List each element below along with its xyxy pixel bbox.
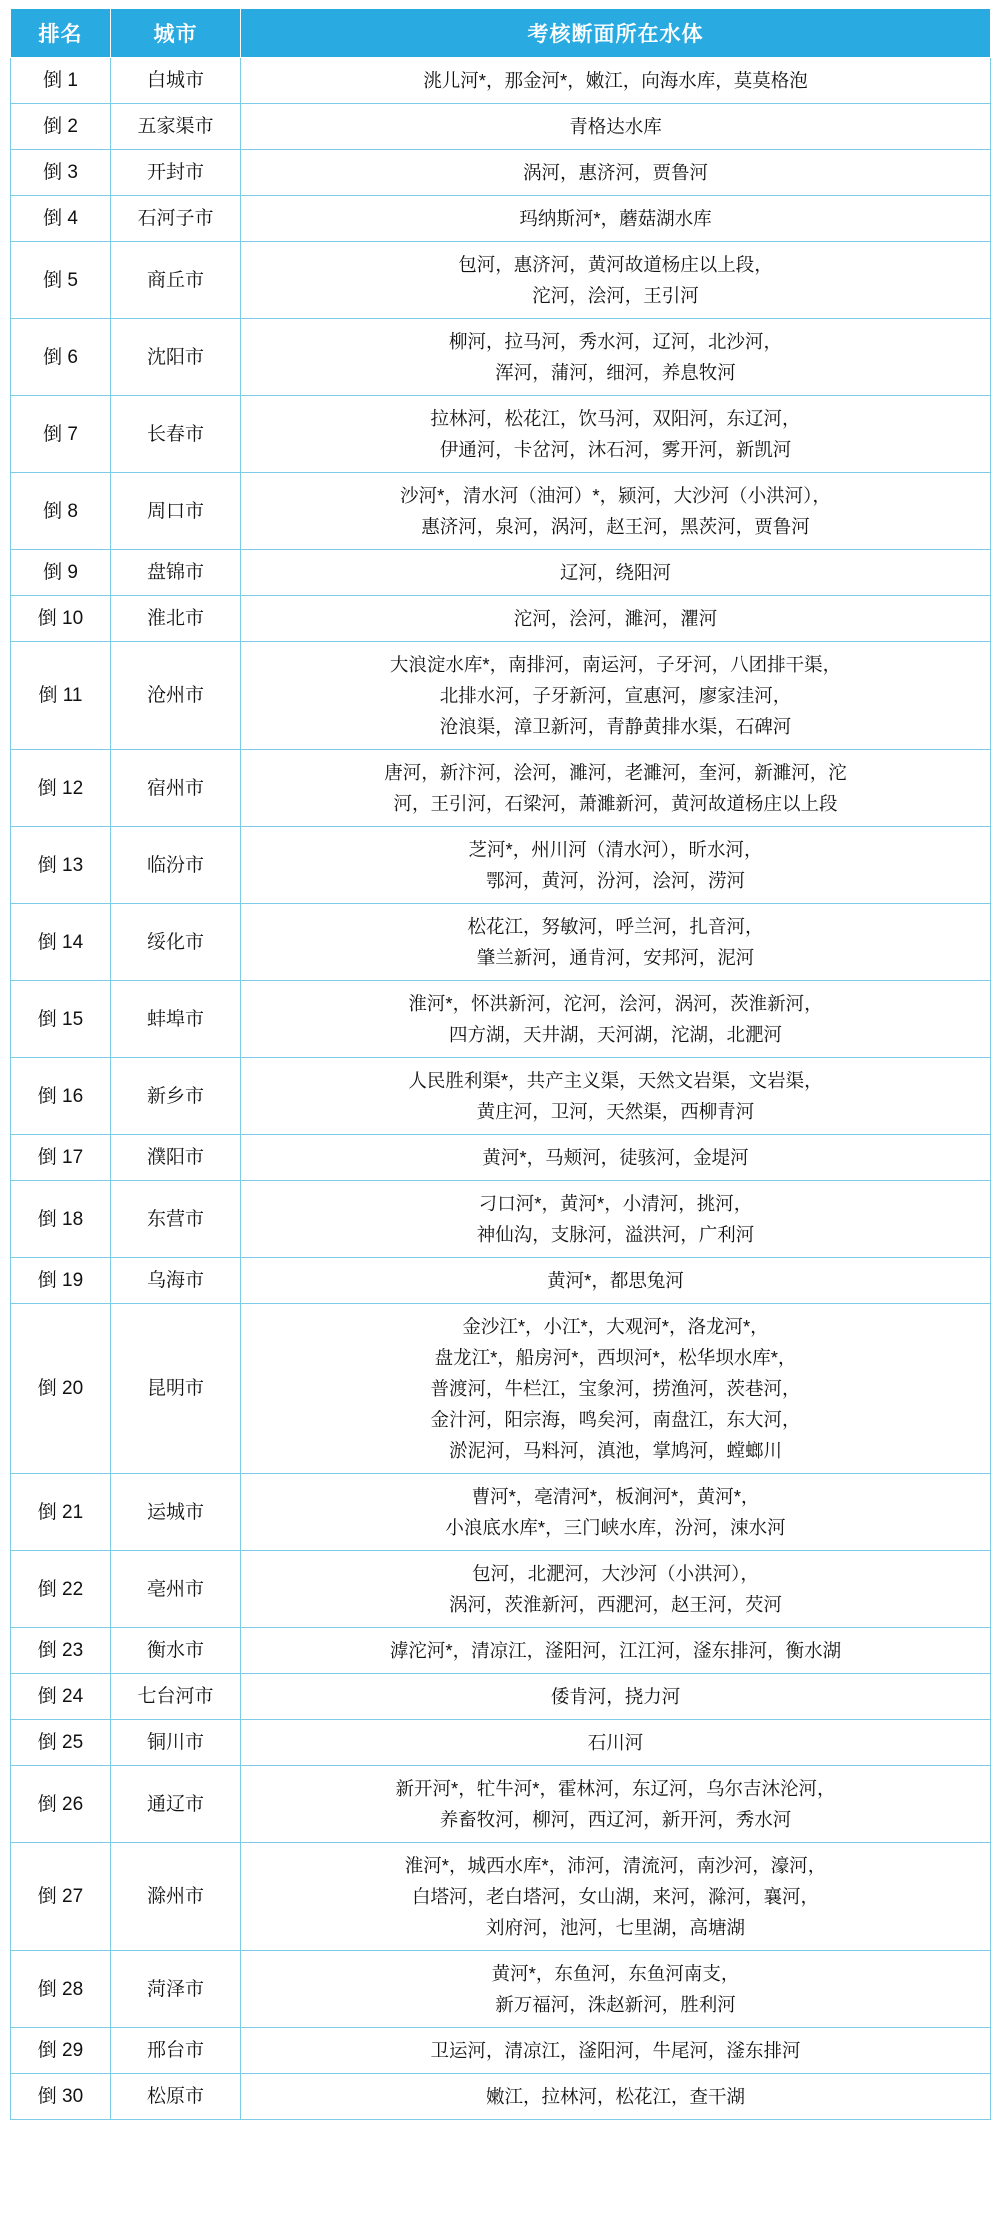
water-body-line: 黄河*，马颊河，徒骇河，金堤河 [482, 1147, 749, 1168]
cell-rank: 倒 12 [11, 750, 111, 827]
cell-water-body [241, 1258, 991, 1304]
cell-rank: 倒 22 [11, 1551, 111, 1628]
table-row [11, 596, 991, 642]
table-row [11, 1058, 991, 1135]
water-body-line: 倭肯河，挠力河 [550, 1686, 681, 1707]
water-body-line: 包河，惠济河，黄河故道杨庄以上段， [458, 254, 773, 275]
table-row [11, 827, 991, 904]
cell-rank: 倒 1 [11, 58, 111, 104]
cell-rank: 倒 17 [11, 1135, 111, 1181]
cell-rank: 倒 4 [11, 196, 111, 242]
column-header-city: 城市 [111, 9, 241, 58]
cell-water-body [241, 1720, 991, 1766]
cell-rank: 倒 23 [11, 1628, 111, 1674]
cell-water-body [241, 1474, 991, 1551]
water-body-line: 普渡河，牛栏江，宝象河，捞渔河，茨巷河， [430, 1378, 801, 1399]
cell-rank: 倒 3 [11, 150, 111, 196]
cell-rank: 倒 26 [11, 1766, 111, 1843]
cell-rank: 倒 7 [11, 396, 111, 473]
cell-city: 长春市 [111, 396, 241, 473]
water-body-line: 新万福河，洙赵新河，胜利河 [495, 1994, 736, 2015]
cell-water-body [241, 196, 991, 242]
cell-water-body [241, 104, 991, 150]
table-row [11, 1181, 991, 1258]
table-row [11, 642, 991, 750]
cell-water-body [241, 1674, 991, 1720]
table-row [11, 1720, 991, 1766]
water-body-line: 河，王引河，石梁河，萧濉新河，黄河故道杨庄以上段 [393, 793, 838, 814]
cell-rank: 倒 8 [11, 473, 111, 550]
water-body-line: 黄庄河，卫河，天然渠，西柳青河 [476, 1101, 755, 1122]
water-body-line: 玛纳斯河*，蘑菇湖水库 [519, 208, 712, 229]
table-row [11, 981, 991, 1058]
water-body-line: 四方湖，天井湖，天河湖，沱湖，北淝河 [448, 1024, 782, 1045]
table-row [11, 1135, 991, 1181]
cell-water-body [241, 1628, 991, 1674]
water-body-line: 金汁河，阳宗海，鸣矣河，南盘江，东大河， [430, 1409, 801, 1430]
water-body-line: 芝河*，州川河（清水河），昕水河， [468, 839, 763, 860]
cell-water-body [241, 396, 991, 473]
cell-city: 商丘市 [111, 242, 241, 319]
cell-city: 衡水市 [111, 1628, 241, 1674]
water-body-line: 沧浪渠，漳卫新河，青静黄排水渠，石碑河 [439, 716, 792, 737]
cell-city: 松原市 [111, 2074, 241, 2120]
water-body-line: 鄂河，黄河，汾河，浍河，涝河 [485, 870, 745, 891]
cell-rank: 倒 11 [11, 642, 111, 750]
cell-city: 通辽市 [111, 1766, 241, 1843]
water-body-line: 涡河，茨淮新河，西淝河，赵王河，芡河 [448, 1594, 782, 1615]
water-body-line: 曹河*，亳清河*，板涧河*，黄河*， [471, 1486, 760, 1507]
cell-water-body [241, 319, 991, 396]
cell-rank: 倒 25 [11, 1720, 111, 1766]
cell-rank: 倒 2 [11, 104, 111, 150]
water-body-line: 白塔河，老白塔河，女山湖，来河，滁河，襄河， [411, 1886, 819, 1907]
water-body-line: 洮儿河*，那金河*，嫩江，向海水库，莫莫格泡 [423, 70, 808, 91]
cell-water-body [241, 827, 991, 904]
cell-city: 邢台市 [111, 2028, 241, 2074]
cell-rank: 倒 19 [11, 1258, 111, 1304]
water-body-line: 养畜牧河，柳河，西辽河，新开河，秀水河 [439, 1809, 792, 1830]
table-row [11, 1474, 991, 1551]
water-body-line: 拉林河，松花江，饮马河，双阳河，东辽河， [430, 408, 801, 429]
water-body-line: 涡河，惠济河，贾鲁河 [522, 162, 708, 183]
cell-water-body [241, 1766, 991, 1843]
column-header-water-body: 考核断面所在水体 [241, 9, 991, 58]
cell-rank: 倒 15 [11, 981, 111, 1058]
water-body-line: 滹沱河*，清凉江，滏阳河，江江河，滏东排河，衡水湖 [389, 1640, 842, 1661]
cell-water-body [241, 642, 991, 750]
cell-water-body [241, 58, 991, 104]
table-row [11, 1551, 991, 1628]
cell-city: 周口市 [111, 473, 241, 550]
table-row [11, 242, 991, 319]
water-body-line: 北排水河，子牙新河，宣惠河，廖家洼河， [439, 685, 792, 706]
table-row [11, 473, 991, 550]
table-row [11, 750, 991, 827]
cell-city: 宿州市 [111, 750, 241, 827]
cell-water-body [241, 1951, 991, 2028]
cell-water-body [241, 904, 991, 981]
cell-city: 淮北市 [111, 596, 241, 642]
cell-city: 白城市 [111, 58, 241, 104]
water-body-line: 淮河*，怀洪新河，沱河，浍河，涡河，茨淮新河， [408, 993, 823, 1014]
cell-rank: 倒 9 [11, 550, 111, 596]
water-body-line: 伊通河，卡岔河，沐石河，雾开河，新凯河 [439, 439, 792, 460]
cell-city: 盘锦市 [111, 550, 241, 596]
table-row [11, 2074, 991, 2120]
cell-rank: 倒 30 [11, 2074, 111, 2120]
cell-city: 开封市 [111, 150, 241, 196]
cell-water-body [241, 242, 991, 319]
water-body-line: 新开河*，牤牛河*，霍林河，东辽河，乌尔吉沐沦河， [395, 1778, 836, 1799]
cell-water-body [241, 1551, 991, 1628]
cell-city: 绥化市 [111, 904, 241, 981]
cell-water-body [241, 473, 991, 550]
cell-rank: 倒 14 [11, 904, 111, 981]
water-body-line: 沱河，浍河，濉河，灈河 [513, 608, 718, 629]
water-body-line: 青格达水库 [569, 116, 662, 137]
cell-water-body [241, 750, 991, 827]
water-body-line: 浑河，蒲河，细河，养息牧河 [495, 362, 736, 383]
water-body-line: 淮河*，城西水库*，沛河，清流河，南沙河，濠河， [404, 1855, 827, 1876]
table-row [11, 58, 991, 104]
water-body-line: 大浪淀水库*，南排河，南运河，子牙河，八团排干渠， [389, 654, 842, 675]
water-body-line: 肇兰新河，通肯河，安邦河，泥河 [476, 947, 755, 968]
cell-rank: 倒 13 [11, 827, 111, 904]
cell-water-body [241, 2028, 991, 2074]
cell-city: 运城市 [111, 1474, 241, 1551]
water-body-line: 沙河*，清水河（油河）*，颍河，大沙河（小洪河）， [400, 485, 831, 506]
cell-city: 五家渠市 [111, 104, 241, 150]
table-row [11, 196, 991, 242]
table-row [11, 1258, 991, 1304]
water-body-line: 包河，北淝河，大沙河（小洪河）， [472, 1563, 759, 1584]
cell-rank: 倒 6 [11, 319, 111, 396]
table-row [11, 904, 991, 981]
table-row [11, 1951, 991, 2028]
ranking-table [10, 8, 991, 2120]
table-header [11, 9, 991, 58]
cell-city: 新乡市 [111, 1058, 241, 1135]
cell-city: 乌海市 [111, 1258, 241, 1304]
table-row [11, 104, 991, 150]
cell-rank: 倒 18 [11, 1181, 111, 1258]
water-body-line: 人民胜利渠*，共产主义渠，天然文岩渠，文岩渠， [408, 1070, 823, 1091]
water-body-line: 石川河 [587, 1732, 644, 1753]
table-row [11, 150, 991, 196]
water-body-line: 黄河*，东鱼河，东鱼河南支， [491, 1963, 740, 1984]
water-body-line: 嫩江，拉林河，松花江，查干湖 [485, 2086, 745, 2107]
cell-rank: 倒 10 [11, 596, 111, 642]
table-header-row [11, 9, 991, 58]
cell-water-body [241, 1304, 991, 1474]
cell-city: 滁州市 [111, 1843, 241, 1951]
water-body-line: 小浪底水库*，三门峡水库，汾河，涑水河 [445, 1517, 786, 1538]
cell-water-body [241, 2074, 991, 2120]
cell-rank: 倒 28 [11, 1951, 111, 2028]
table-row [11, 2028, 991, 2074]
water-body-line: 神仙沟，支脉河，溢洪河，广利河 [476, 1224, 755, 1245]
cell-city: 铜川市 [111, 1720, 241, 1766]
cell-city: 沧州市 [111, 642, 241, 750]
cell-water-body [241, 1843, 991, 1951]
water-body-line: 刘府河，池河，七里湖，高塘湖 [485, 1917, 745, 1938]
cell-water-body [241, 981, 991, 1058]
water-body-line: 松花江，努敏河，呼兰河，扎音河， [467, 916, 764, 937]
table-row [11, 1843, 991, 1951]
cell-rank: 倒 20 [11, 1304, 111, 1474]
water-body-line: 辽河，绕阳河 [559, 562, 671, 583]
cell-city: 昆明市 [111, 1304, 241, 1474]
cell-rank: 倒 29 [11, 2028, 111, 2074]
cell-city: 亳州市 [111, 1551, 241, 1628]
cell-city: 蚌埠市 [111, 981, 241, 1058]
cell-city: 菏泽市 [111, 1951, 241, 2028]
cell-rank: 倒 24 [11, 1674, 111, 1720]
cell-city: 七台河市 [111, 1674, 241, 1720]
table-row [11, 1304, 991, 1474]
cell-rank: 倒 16 [11, 1058, 111, 1135]
water-body-line: 沱河，浍河，王引河 [532, 285, 699, 306]
cell-city: 石河子市 [111, 196, 241, 242]
water-body-line: 惠济河，泉河，涡河，赵王河，黑茨河，贾鲁河 [421, 516, 810, 537]
table-row [11, 319, 991, 396]
cell-water-body [241, 150, 991, 196]
cell-water-body [241, 596, 991, 642]
cell-city: 沈阳市 [111, 319, 241, 396]
table-row [11, 1628, 991, 1674]
water-body-line: 卫运河，清凉江，滏阳河，牛尾河，滏东排河 [430, 2040, 801, 2061]
water-body-line: 黄河*，都思兔河 [547, 1270, 684, 1291]
water-body-line: 淤泥河，马料河，滇池，掌鸠河，螳螂川 [448, 1440, 782, 1461]
cell-city: 临汾市 [111, 827, 241, 904]
table-row [11, 1766, 991, 1843]
table-row [11, 1674, 991, 1720]
cell-rank: 倒 27 [11, 1843, 111, 1951]
water-body-line: 盘龙江*，船房河*，西坝河*，松华坝水库*， [434, 1347, 797, 1368]
water-body-line: 柳河，拉马河，秀水河，辽河，北沙河， [448, 331, 782, 352]
cell-rank: 倒 21 [11, 1474, 111, 1551]
water-body-line: 唐河，新汴河，浍河，濉河，老濉河，奎河，新濉河，沱 [384, 762, 847, 783]
table-body [11, 58, 991, 2120]
cell-water-body [241, 550, 991, 596]
water-body-line: 金沙江*，小江*，大观河*，洛龙河*， [462, 1316, 769, 1337]
cell-water-body [241, 1181, 991, 1258]
table-row [11, 550, 991, 596]
table-row [11, 396, 991, 473]
column-header-rank: 排名 [11, 9, 111, 58]
cell-city: 濮阳市 [111, 1135, 241, 1181]
cell-water-body [241, 1135, 991, 1181]
cell-city: 东营市 [111, 1181, 241, 1258]
cell-rank: 倒 5 [11, 242, 111, 319]
cell-water-body [241, 1058, 991, 1135]
water-body-line: 刁口河*，黄河*，小清河，挑河， [478, 1193, 753, 1214]
